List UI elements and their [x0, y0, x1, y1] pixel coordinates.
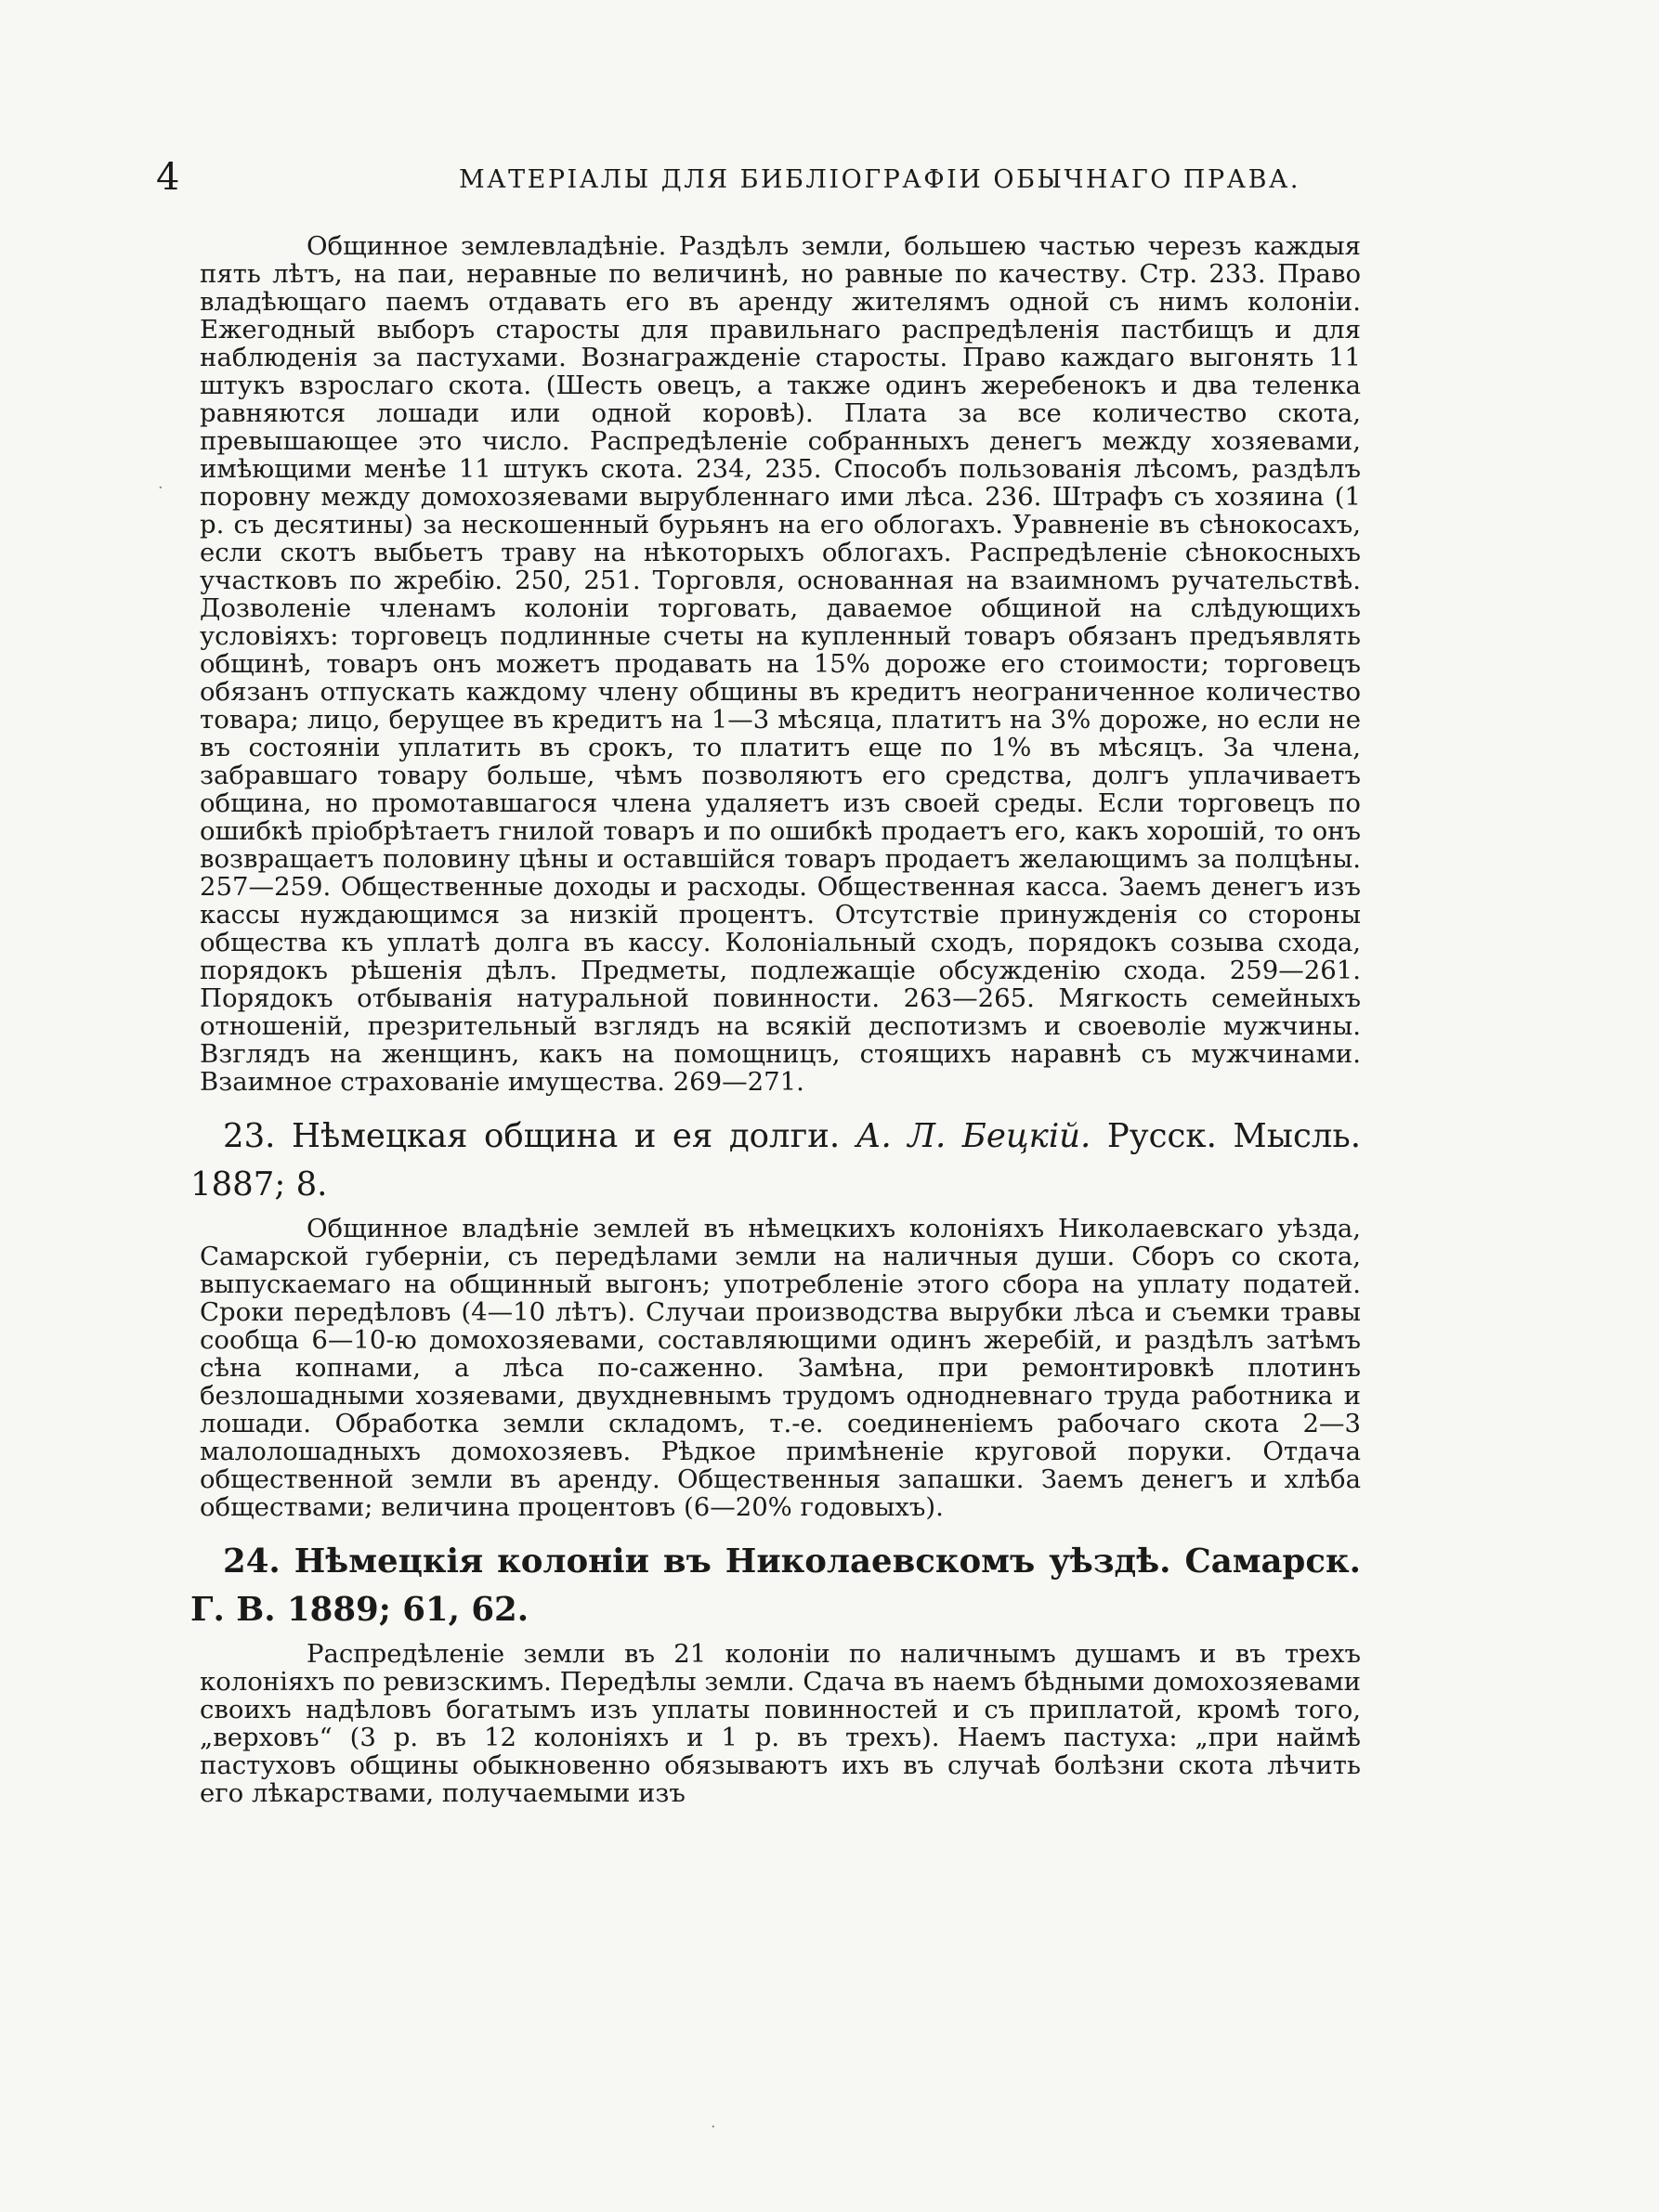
entry-23-source: Русск. Мысль. 1887; 8.	[190, 1117, 1362, 1204]
entry-23-author: А. Л. Бецкій.	[856, 1117, 1091, 1155]
entry-24-title: 24. Нѣмецкія колоніи въ Николаевскомъ уѣздѣ. Самарск. Г. В. 1889; 61, 62.	[190, 1542, 1361, 1629]
entry-22-annotation: Общинное землевладѣніе. Раздѣлъ земли, большею частью черезъ каждыя пять лѣтъ, на паи, неравные по величинѣ, но равные по качеству. Стр. 233. Право владѣющаго паемъ отдавать его въ аренду жителямъ одной съ нимъ колоніи. Ежегодный выборъ старосты для правильнаго распредѣленія пастбищъ и для наблюденія за пастухами. Вознагражденіе старосты. Право каждаго выгонять 11 штукъ взрослаго скота. (Шесть овецъ, а также одинъ жеребенокъ и два теленка равняются лошади или одной коровѣ). Плата за все количество скота, превышающее это число. Распредѣленіе собранныхъ денегъ между хозяевами, имѣющими менѣе 11 штукъ скота. 234, 235. Способъ пользованія лѣсомъ, раздѣлъ поровну между домохозяевами вырубленнаго ими лѣса. 236. Штрафъ съ хозяина (1 р. съ десятины) за нескошенный бурьянъ на его облогахъ. Уравненіе въ сѣнокосахъ, если скотъ выбьетъ траву на нѣкоторыхъ облогахъ. Распредѣленіе сѣнокосныхъ участковъ по жребію. 250, 251. Торговля, основанная на взаимномъ ручательствѣ. Дозволеніе членамъ колоніи торговать, даваемое общиной на слѣдующихъ условіяхъ: торговецъ подлинные счеты на купленный товаръ обязанъ предъявлять общинѣ, товаръ онъ можетъ продавать на 15% дороже его стоимости; торговецъ обязанъ отпускать каждому члену общины въ кредитъ неограниченное количество товара; лицо, берущее въ кредитъ на 1—3 мѣсяца, платитъ на 3% дороже, но если не въ состояніи уплатить въ срокъ, то платитъ еще по 1% въ мѣсяцъ. За члена, забравшаго товару больше, чѣмъ позволяютъ его средства, долгъ уплачиваетъ община, но промотавшагося члена удаляетъ изъ своей среды. Если торговецъ по ошибкѣ пріобрѣтаетъ гнилой товаръ и по ошибкѣ продаетъ его, какъ хорошій, то онъ возвращаетъ половину цѣны и оставшійся товаръ продаетъ желающимъ за полцѣны. 257—259. Общественные доходы и расходы. Общественная касса. Заемъ денегъ изъ кассы нуждающимся за низкій процентъ. Отсутствіе принужденія со стороны общества къ уплатѣ долга въ кассу. Колоніальный сходъ, порядокъ созыва схода, порядокъ рѣшенія дѣлъ. Предметы, подлежащіе обсужденію схода. 259—261. Порядокъ отбыванія натуральной повинности. 263—265. Мягкость семейныхъ отношеній, презрительный взглядъ на всякій деспотизмъ и своеволіе мужчины. Взглядъ на женщинъ, какъ на помощницъ, стоящихъ наравнѣ съ мужчинами. Взаимное страхованіе имущества. 269—271.	[200, 231, 1361, 1097]
scan-speck: ·	[158, 478, 163, 498]
page-body	[190, 231, 1362, 1808]
page-number: 4	[156, 156, 180, 199]
scan-speck: ·	[711, 2117, 716, 2137]
entry-23-lead: 23. Нѣмецкая община и ея долги.	[223, 1117, 841, 1155]
page-header	[156, 156, 1427, 212]
entry-23-title	[190, 1113, 1361, 1209]
entry-24-annotation: Распредѣленіе земли въ 21 колоніи по наличнымъ душамъ и въ трехъ колоніяхъ по ревизскимъ. Передѣлы земли. Сдача въ наемъ бѣдными домохозяевами своихъ надѣловъ богатымъ изъ уплаты повинностей и съ приплатой, кромѣ того, „верховъ“ (3 р. въ 12 колоніяхъ и 1 р. въ трехъ). Наемъ пастуха: „при наймѣ пастуховъ общины обыкновенно обязываютъ ихъ въ случаѣ болѣзни скота лѣчить его лѣкарствами, получаемыми изъ	[200, 1639, 1361, 1808]
entry-23-annotation: Общинное владѣніе землей въ нѣмецкихъ колоніяхъ Николаевскаго уѣзда, Самарской губерніи, съ передѣлами земли на наличныя души. Сборъ со скота, выпускаемаго на общинный выгонъ; употребленіе этого сбора на уплату податей. Сроки передѣловъ (4—10 лѣтъ). Случаи производства вырубки лѣса и съемки травы сообща 6—10-ю домохозяевами, составляющими одинъ жеребій, и раздѣлъ затѣмъ сѣна копнами, а лѣса по-саженно. Замѣна, при ремонтировкѣ плотинъ безлошадными хозяевами, двухдневнымъ трудомъ однодневнаго труда работника и лошади. Обработка земли складомъ, т.-е. соединеніемъ рабочаго скота 2—3 малолошадныхъ домохозяевъ. Рѣдкое примѣненіе круговой поруки. Отдача общественной земли въ аренду. Общественныя запашки. Заемъ денегъ и хлѣба обществами; величина процентовъ (6—20% годовыхъ).	[200, 1214, 1361, 1522]
running-title: МАТЕРІАЛЫ ДЛЯ БИБЛІОГРАФІИ ОБЫЧНАГО ПРАВА.	[459, 165, 1300, 194]
